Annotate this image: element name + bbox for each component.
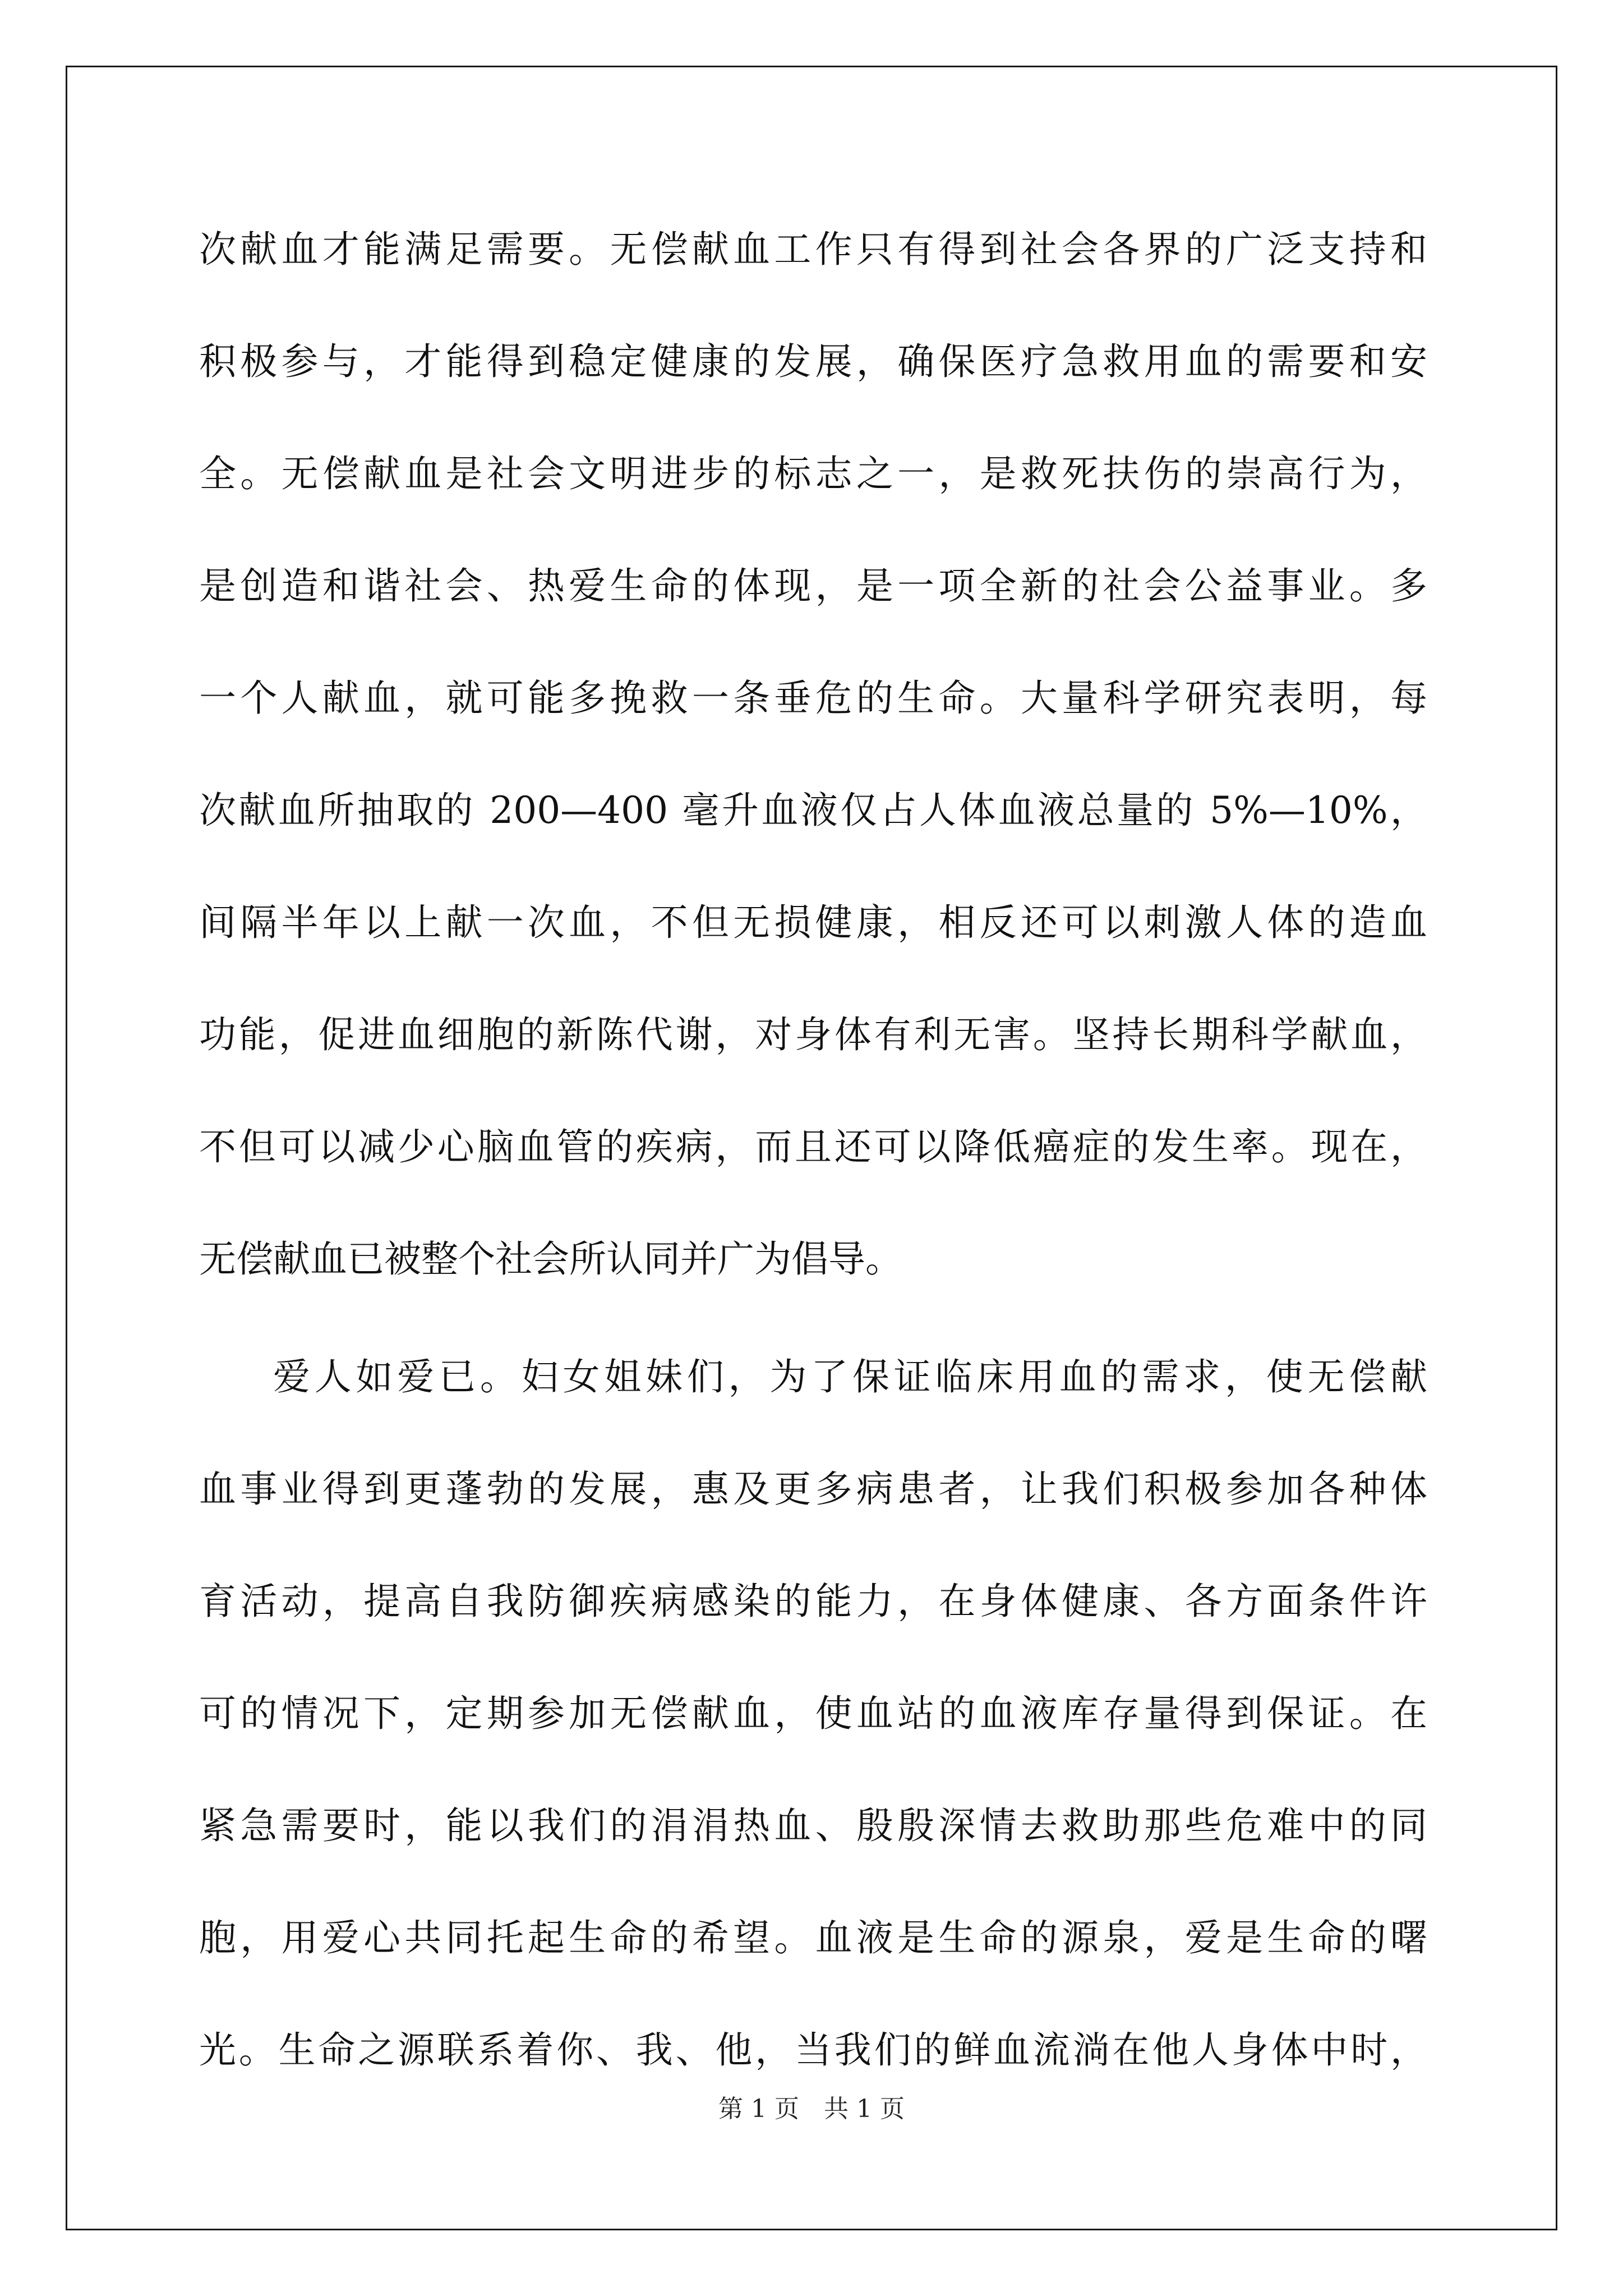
paragraph-1-line-3: 全。无偿献血是社会文明进步的标志之一，是救死扶伤的崇高行为，	[199, 452, 1427, 495]
paragraph-1-line-7: 间隔半年以上献一次血，不但无损健康，相反还可以刺激人体的造血	[199, 901, 1427, 944]
paragraph-1-line-5: 一个人献血，就可能多挽救一条垂危的生命。大量科学研究表明，每	[199, 677, 1427, 720]
page-footer: 第 1 页 共 1 页	[718, 2095, 905, 2123]
paragraph-1-line-9: 不但可以减少心脑血管的疾病，而且还可以降低癌症的发生率。现在，	[199, 1125, 1427, 1168]
paragraph-2-line-7: 光。生命之源联系着你、我、他，当我们的鲜血流淌在他人身体中时，	[199, 2028, 1427, 2072]
paragraph-1-line-8: 功能，促进血细胞的新陈代谢，对身体有利无害。坚持长期科学献血，	[199, 1013, 1427, 1056]
paragraph-1-line-10: 无偿献血已被整个社会所认同并广为倡导。	[199, 1237, 902, 1281]
paragraph-2-line-5: 紧急需要时，能以我们的涓涓热血、殷殷深情去救助那些危难中的同	[199, 1804, 1427, 1847]
paragraph-2-line-2: 血事业得到更蓬勃的发展，惠及更多病患者，让我们积极参加各种体	[199, 1467, 1427, 1511]
paragraph-2-line-4: 可的情况下，定期参加无偿献血，使血站的血液库存量得到保证。在	[199, 1692, 1427, 1735]
paragraph-1-line-2: 积极参与，才能得到稳定健康的发展，确保医疗急救用血的需要和安	[199, 340, 1427, 383]
paragraph-2-line-3: 育活动，提高自我防御疾病感染的能力，在身体健康、各方面条件许	[199, 1580, 1427, 1623]
paragraph-2-line-6: 胞，用爱心共同托起生命的希望。血液是生命的源泉，爱是生命的曙	[199, 1916, 1427, 1959]
paragraph-2-line-1: 爱人如爱已。妇女姐妹们，为了保证临床用血的需求，使无偿献	[273, 1355, 1427, 1398]
paragraph-1-line-6: 次献血所抽取的 200—400 毫升血液仅占人体血液总量的 5%—10%，	[199, 789, 1427, 832]
paragraph-1-line-4: 是创造和谐社会、热爱生命的体现，是一项全新的社会公益事业。多	[199, 564, 1427, 608]
paragraph-1-line-1: 次献血才能满足需要。无偿献血工作只有得到社会各界的广泛支持和	[199, 228, 1427, 271]
